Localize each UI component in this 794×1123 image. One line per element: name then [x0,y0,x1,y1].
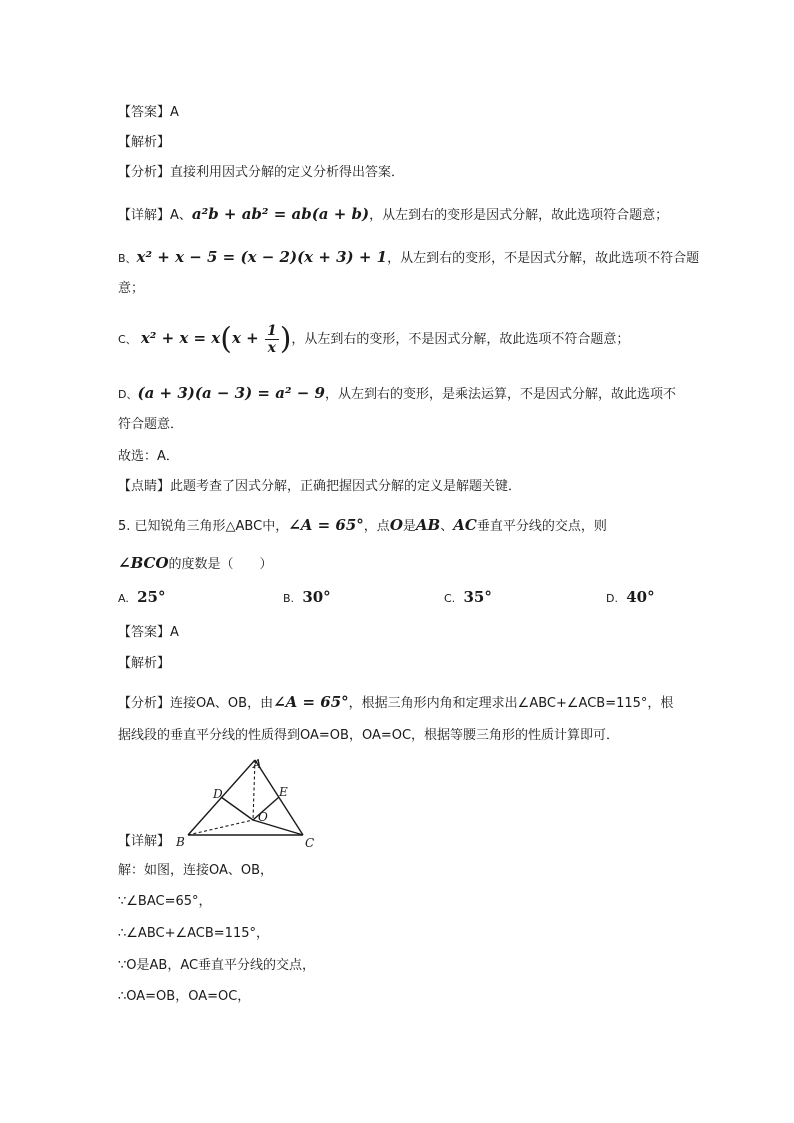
option-b-text: ，从左到右的变形，不是因式分解，故此选项不符合题 [387,251,700,266]
q4-choice: 故选：A． [118,449,179,464]
q5-option-c [444,588,492,606]
option-d-math: (a + 3)(a − 3) = a² − 9 [137,384,325,402]
q4-option-d-cont: 符合题意． [118,417,184,432]
q4-option-b-line [118,248,699,268]
q5-solution-1: 解：如图，连接OA、OB， [118,863,274,878]
q5-fenxi-cont: 据线段的垂直平分线的性质得到OA=OB，OA=OC，根据等腰三角形的性质计算即可． [118,728,620,743]
option-value: 30° [302,588,331,606]
option-value: 40° [626,588,655,606]
q4-option-d-line [118,384,676,404]
segment-ob [188,820,253,835]
fenxi-angle: ∠A = 65° [273,693,349,711]
q5-answer-line [118,624,179,642]
paren-open-icon: ( [220,321,232,357]
option-d-label: D、 [118,388,138,401]
label-b: B [176,835,185,849]
q4-answer-line [118,104,179,122]
option-c-label: C、 [118,333,137,346]
paren-close-icon: ) [279,321,292,357]
option-label: D. [606,592,618,605]
option-c-math-x: x + [231,329,264,347]
q5-xiangjie-tag: 【详解】 [118,834,171,849]
answer-tag: 【答案】 [118,625,171,640]
q5-angle-bco: ∠BCO [118,554,169,572]
fenxi-tag: 【分析】 [118,696,171,711]
q5-stem-end: 的度数是（ ） [168,557,273,572]
answer-tag: 【答案】 [118,105,171,120]
q4-analysis-tag: 【解析】 [118,135,171,150]
option-a-math: a²b + ab² = ab(a + b) [191,205,370,223]
label-d: D [213,787,223,801]
fenxi-text: ，根据三角形内角和定理求出∠ABC+∠ACB=115°，根 [348,696,674,711]
option-a-label: A、 [170,208,192,223]
option-value: 25° [137,588,166,606]
q5-analysis-tag: 【解析】 [118,656,171,671]
answer-value: A [170,105,179,120]
option-label: B. [283,592,295,605]
q5-stem-text: 垂直平分线的交点，则 [476,519,607,534]
q5-option-b [283,588,331,606]
q5-point-o: O [389,516,403,534]
q5-solution-4: ∵O是AB，AC垂直平分线的交点， [118,958,316,973]
q5-stem-text: 是 [402,519,416,534]
option-d-text: ，从左到右的变形，是乘法运算，不是因式分解，故此选项不 [324,387,676,402]
answer-value: A [170,625,179,640]
q4-option-a-line [118,205,668,225]
triangle-figure [175,755,325,850]
option-label: C. [444,592,456,605]
q5-option-d [606,588,655,606]
q5-angle-a: ∠A = 65° [288,516,364,534]
q5-fenxi-line [118,693,673,713]
fenxi-tag: 【分析】 [118,165,171,180]
perp-bisector-ab [221,797,253,820]
dianjing-text: 此题考查了因式分解，正确把握因式分解的定义是解题关键． [170,479,522,494]
fraction-denominator: x [267,340,276,356]
q5-stem-prefix: 5. 已知锐角三角形△ABC中， [118,519,289,534]
xiangjie-tag: 【详解】 [118,208,171,223]
label-c: C [305,836,315,850]
q5-seg-ac: AC [453,516,477,534]
option-c-math-left: x² + x = x [140,329,221,347]
option-c-text: ，从左到右的变形，不是因式分解，故此选项不符合题意； [291,332,630,347]
q5-stem-text: 、 [440,519,454,534]
option-label: A. [118,592,129,605]
fenxi-text: 连接OA、OB，由 [170,696,274,711]
fenxi-text: 直接利用因式分解的定义分析得出答案． [170,165,405,180]
dianjing-tag: 【点睛】 [118,479,171,494]
q4-option-c-line [118,318,629,360]
fraction-numerator: 1 [266,323,277,339]
q5-option-a [118,588,165,606]
q5-seg-ab: AB [415,516,441,534]
q5-stem-line [118,516,607,536]
q5-stem-line-2 [118,554,273,574]
option-b-label: B、 [118,252,137,265]
q4-fenxi-line [118,164,404,182]
q5-solution-3: ∴∠ABC+∠ACB=115°， [118,926,269,941]
q5-solution-2: ∵∠BAC=65°， [118,894,212,909]
q4-dianjing-line [118,478,521,496]
option-value: 35° [463,588,492,606]
label-a: A [253,757,262,771]
option-b-math: x² + x − 5 = (x − 2)(x + 3) + 1 [136,248,388,266]
label-e: E [279,785,288,799]
option-a-text: ，从左到右的变形是因式分解，故此选项符合题意； [369,208,669,223]
q5-stem-text: ，点 [363,519,390,534]
fraction [265,323,279,356]
q4-option-b-cont: 意； [118,281,145,296]
label-o: O [258,810,268,824]
q5-solution-5: ∴OA=OB，OA=OC， [118,989,251,1004]
